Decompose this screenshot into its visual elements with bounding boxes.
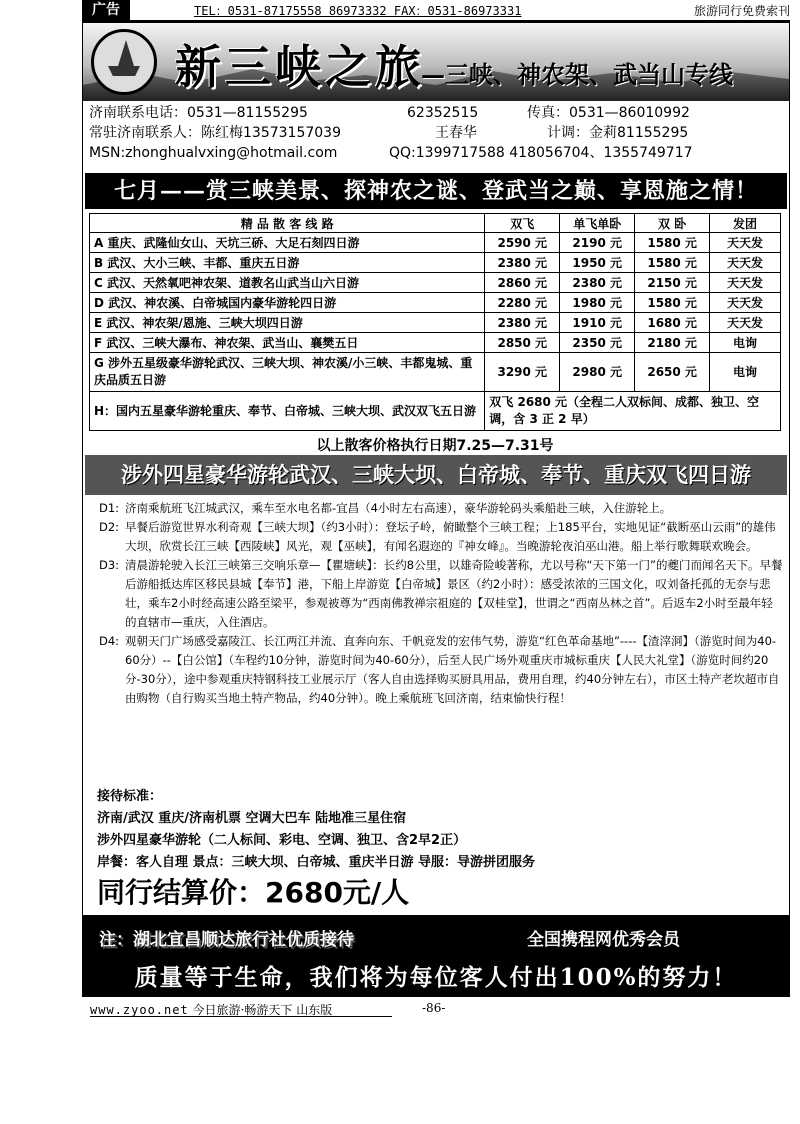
table-row <box>90 333 781 353</box>
day-label: D2: <box>99 520 120 534</box>
contact-block <box>89 103 789 163</box>
route-cell: F 武汉、三峡大瀑布、神农架、武当山、襄樊五日 <box>90 333 485 353</box>
price-double-sleeper-cell: 1580 元 <box>635 293 710 313</box>
price-double-sleeper-cell: 1580 元 <box>635 253 710 273</box>
banner-title: 新三峡之旅 <box>175 40 425 94</box>
price-double-flight-cell: 2850 元 <box>485 333 560 353</box>
table-row <box>90 293 781 313</box>
footer-site[interactable]: www.zyoo.net <box>90 1003 189 1017</box>
price-double-flight-cell: 2860 元 <box>485 273 560 293</box>
contact-person-text: 常驻济南联系人：陈红梅13573157039 <box>89 125 341 141</box>
day-label: D4: <box>99 634 120 648</box>
itinerary-day <box>93 499 783 518</box>
row-h-price-cell: 双飞 2680 元（全程二人双标间、成都、独卫、空调，含 3 正 2 早） <box>485 392 781 431</box>
page-number: -86- <box>422 1001 446 1015</box>
price-flight-sleeper-cell: 1950 元 <box>560 253 635 273</box>
company-logo <box>91 29 157 95</box>
itinerary-day <box>93 632 783 708</box>
fax-text: 传真：0531—86010992 <box>527 105 690 121</box>
departure-cell: 天天发 <box>710 253 781 273</box>
footer-black-band <box>83 915 789 996</box>
settlement-price: 同行结算价：2680元/人 <box>97 876 410 909</box>
header-price1: 双飞 <box>485 214 560 233</box>
standards-line: 济南/武汉 重庆/济南机票 空调大巴车 陆地准三星住宿 <box>97 811 407 826</box>
price-flight-sleeper-cell: 2980 元 <box>560 353 635 392</box>
route-cell: D 武汉、神农溪、白帝城国内豪华游轮四日游 <box>90 293 485 313</box>
member-badge-text: 全国携程网优秀会员 <box>527 930 680 950</box>
free-magazine-text: 旅游同行免费索刊 <box>693 4 790 18</box>
price-table-header <box>90 214 781 233</box>
footer-divider <box>90 1016 392 1017</box>
departure-cell: 天天发 <box>710 233 781 253</box>
july-banner: 七月——赏三峡美景、探神农之谜、登武当之巅、享恩施之情！ <box>85 173 787 209</box>
ad-label: 广告 <box>82 0 130 20</box>
tour-title-banner: 涉外四星豪华游轮武汉、三峡大坝、白帝城、奉节、重庆双飞四日游 <box>85 455 787 495</box>
price-flight-sleeper-cell: 2380 元 <box>560 273 635 293</box>
phone-text: 济南联系电话：0531—81155295 <box>89 105 308 121</box>
standards-line: 岸餐：客人自理 景点：三峡大坝、白帝城、重庆半日游 导服：导游拼团服务 <box>97 855 536 870</box>
route-cell: E 武汉、神农架/恩施、三峡大坝四日游 <box>90 313 485 333</box>
header-route: 精 品 散 客 线 路 <box>90 214 485 233</box>
table-row <box>90 253 781 273</box>
price-double-sleeper-cell: 1680 元 <box>635 313 710 333</box>
route-cell: C 武汉、天然氧吧神农架、道教名山武当山六日游 <box>90 273 485 293</box>
departure-cell: 天天发 <box>710 293 781 313</box>
reception-standards <box>97 786 787 874</box>
day-label: D1: <box>99 501 120 515</box>
day-text: 济南乘航班飞江城武汉，乘车至水电名都-宜昌（4小时左右高速），豪华游轮码头乘船赴三峡，入住游轮上。 <box>125 501 672 515</box>
ad-frame <box>82 22 790 997</box>
route-cell: G 涉外五星级豪华游轮武汉、三峡大坝、神农溪/小三峡、丰都鬼城、重庆品质五日游 <box>90 353 485 392</box>
sail-icon <box>118 40 134 66</box>
price-flight-sleeper-cell: 1910 元 <box>560 313 635 333</box>
contact-person2-text: 王春华 <box>435 125 477 141</box>
departure-cell: 天天发 <box>710 273 781 293</box>
slogan: 质量等于生命，我们将为每位客人付出100%的努力！ <box>134 964 738 991</box>
footer-edition: 山东版 <box>296 1003 333 1017</box>
route-cell: H：国内五星豪华游轮重庆、奉节、白帝城、三峡大坝、武汉双飞五日游 <box>90 392 485 431</box>
itinerary <box>93 499 783 708</box>
table-row <box>90 353 781 392</box>
price-double-sleeper-cell: 1580 元 <box>635 233 710 253</box>
msn-text: MSN:zhonghualvxing@hotmail.com <box>89 145 338 161</box>
price-double-flight-cell: 2280 元 <box>485 293 560 313</box>
phone2-text: 62352515 <box>407 105 479 121</box>
qq-text: QQ:1399717588 418056704、1355749717 <box>389 145 693 161</box>
price-table <box>89 213 781 431</box>
day-text: 观朝天门广场感受嘉陵江、长江两江并流、直奔向东、千帆竞发的宏伟气势，游览“红色革命基地”----【渣滓洞】（游览时间为40-60分）--【白公馆】（车程约10分钟，游览时间为40-60分），后至人民广场外观重庆市城标重庆【人民大礼堂】（游览时间约20分-30分），途中参观重庆特钢科技工业展示厅（客人自由选择购买厨具用品，费用自理，约40分钟左右），市区土特产老坎超市自由购物（自行购买当地土特产物品，约40分钟）。晚上乘航班飞回济南，结束愉快行程！ <box>125 634 780 705</box>
price-double-sleeper-cell: 2180 元 <box>635 333 710 353</box>
itinerary-day <box>93 518 783 556</box>
header-price3: 双 卧 <box>635 214 710 233</box>
header-price2: 单飞单卧 <box>560 214 635 233</box>
planner-text: 计调：金莉81155295 <box>547 125 689 141</box>
header-departure: 发团 <box>710 214 781 233</box>
departure-cell: 电询 <box>710 333 781 353</box>
price-double-flight-cell: 2590 元 <box>485 233 560 253</box>
standards-title: 接待标准： <box>97 789 163 804</box>
banner-subtitle: —三峡、神农架、武当山专线 <box>421 60 733 89</box>
day-text: 清晨游轮驶入长江三峡第三交响乐章—【瞿塘峡】：长约8公里，以雄奇险峻著称，尤以号称“天下第一门”的夔门而闻名天下。早餐后游船抵达库区移民县城【奉节】港，下船上岸游览【白帝城】景区（约2小时）：感受浓浓的三国文化，叹刘备托孤的无奈与悲壮，乘车2小时经高速公路至梁平，参观被尊为“西南佛教禅宗祖庭的【双桂堂】，世谓之“西南丛林之首”。后返车2小时至最年轻的直辖市—重庆，入住酒店。 <box>125 558 783 629</box>
footer-site-name: 今日旅游·畅游天下 <box>192 1003 293 1017</box>
table-row <box>90 313 781 333</box>
reception-note: 注：湖北宜昌顺达旅行社优质接待 <box>99 930 354 950</box>
table-row <box>90 273 781 293</box>
departure-cell: 电询 <box>710 353 781 392</box>
departure-cell: 天天发 <box>710 313 781 333</box>
price-flight-sleeper-cell: 2190 元 <box>560 233 635 253</box>
table-row <box>90 233 781 253</box>
day-label: D3: <box>99 558 120 572</box>
price-double-flight-cell: 2380 元 <box>485 253 560 273</box>
price-flight-sleeper-cell: 1980 元 <box>560 293 635 313</box>
price-double-flight-cell: 2380 元 <box>485 313 560 333</box>
table-row <box>90 392 781 431</box>
title-banner <box>83 23 789 101</box>
top-header-bar <box>82 0 790 22</box>
route-cell: A 重庆、武隆仙女山、天坑三硚、大足石刻四日游 <box>90 233 485 253</box>
standards-line: 涉外四星豪华游轮（二人标间、彩电、空调、独卫、含2早2正） <box>97 833 467 848</box>
price-flight-sleeper-cell: 2350 元 <box>560 333 635 353</box>
price-double-sleeper-cell: 2150 元 <box>635 273 710 293</box>
price-double-sleeper-cell: 2650 元 <box>635 353 710 392</box>
tel-fax-text: TEL：0531-87175558 86973332 FAX：0531-86973331 <box>194 4 522 18</box>
price-double-flight-cell: 3290 元 <box>485 353 560 392</box>
price-valid-date: 以上散客价格执行日期7.25—7.31号 <box>316 438 554 454</box>
day-text: 早餐后游览世界水利奇观【三峡大坝】（约3小时）：登坛子岭，俯瞰整个三峡工程；上185平台，实地见证“截断巫山云雨”的雄伟大坝，欣赏长江三峡【西陵峡】风光，观【巫峡】，有闻名遐迩的『神女峰』。当晚游轮夜泊巫山港。船上举行歌舞联欢晚会。 <box>125 520 776 553</box>
itinerary-day <box>93 556 783 632</box>
route-cell: B 武汉、大小三峡、丰都、重庆五日游 <box>90 253 485 273</box>
